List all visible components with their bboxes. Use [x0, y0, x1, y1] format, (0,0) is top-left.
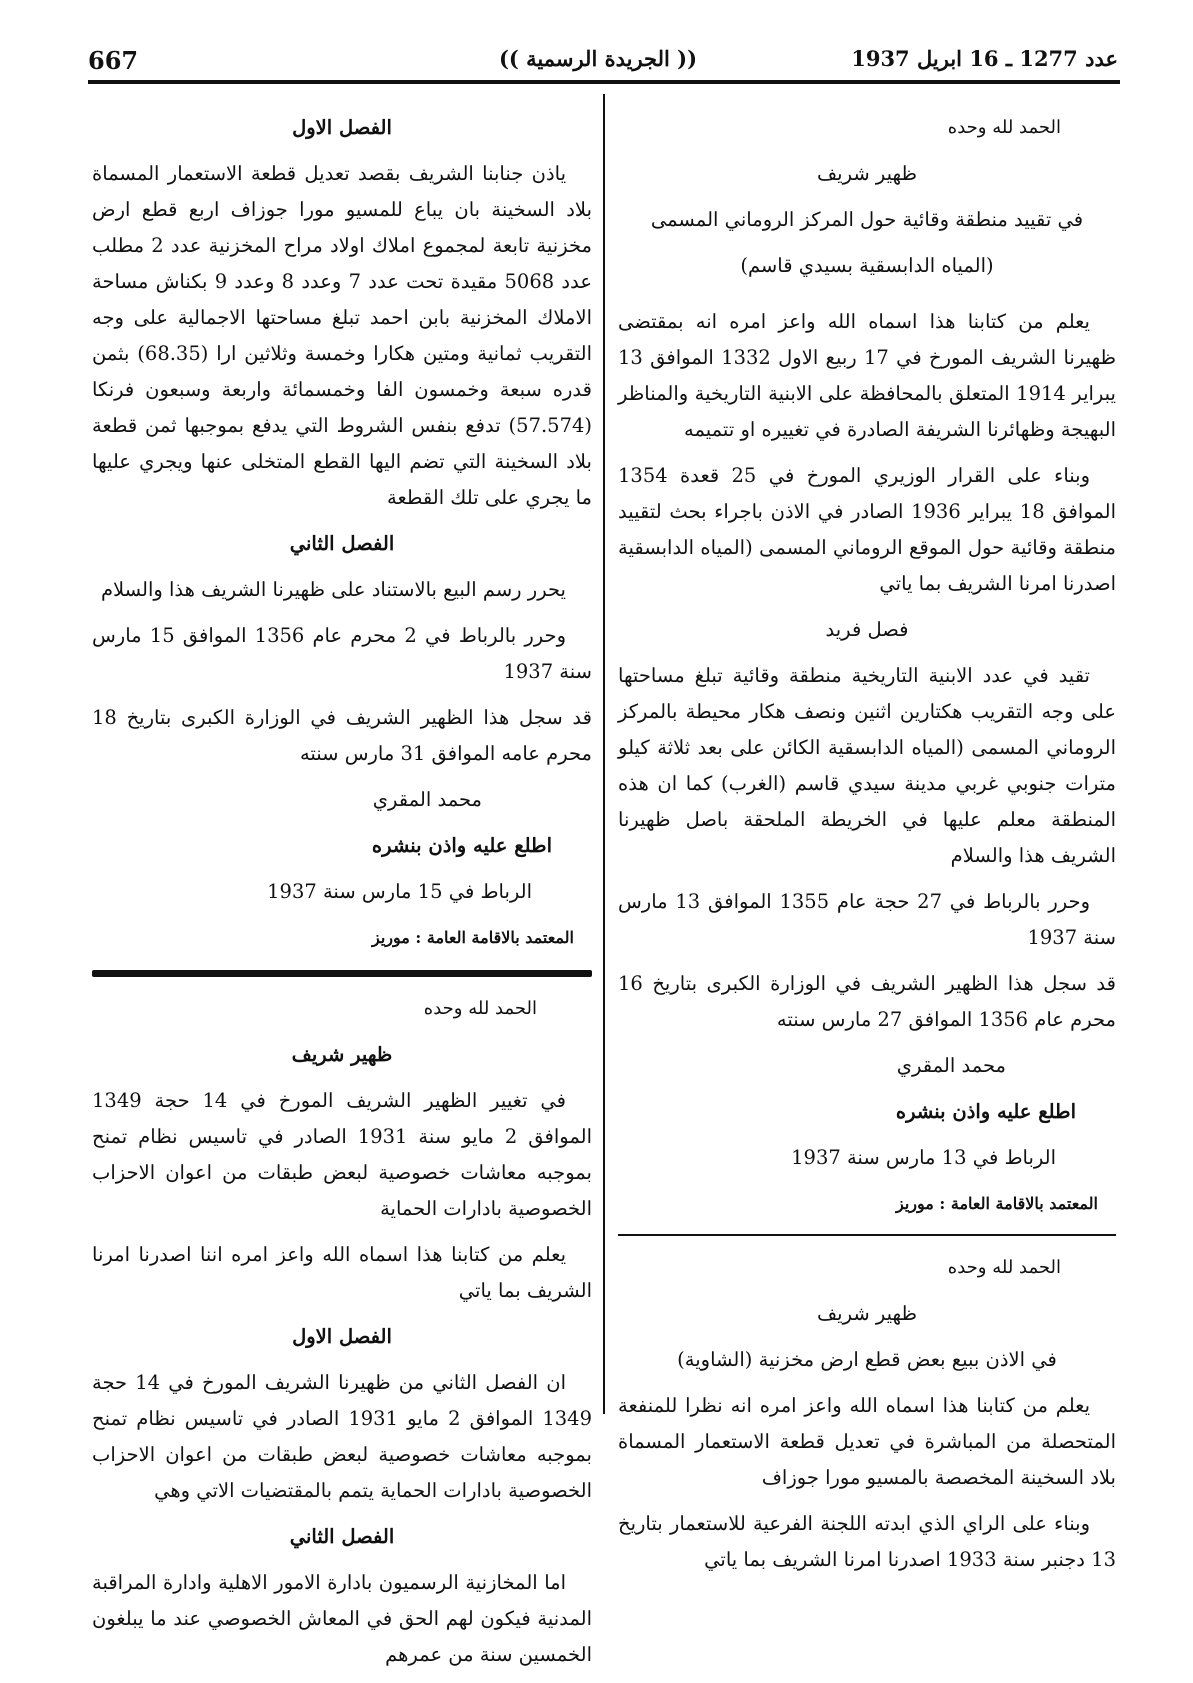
invocation: الحمد لله وحده: [947, 1257, 1061, 1278]
registration-note: قد سجل هذا الظهير الشريف في الوزارة الكبرى بتاريخ 18 محرم عامه الموافق 31 مارس سنته: [92, 706, 592, 765]
paragraph: يحرر رسم البيع بالاستناد على ظهيرنا الشريف هذا والسلام: [100, 578, 566, 601]
section-rule: [618, 1234, 1116, 1236]
registration-note: قد سجل هذا الظهير الشريف في الوزارة الكبرى بتاريخ 16 محرم عام 1356 الموافق 27 مارس سنته: [618, 972, 1116, 1031]
seen-date: الرباط في 15 مارس سنة 1937: [267, 880, 532, 903]
seen-date: الرباط في 13 مارس سنة 1937: [791, 1146, 1056, 1169]
paragraph: وبناء على القرار الوزيري المورخ في 25 قعدة 1354 الموافق 18 يبراير 1936 الصادر في الاذن باجراء بحث لتقييد منطقة وقائية حول الموقع الروماني المسمى (المياه الدابسقية اصدرنا امرنا الشريف بما ياتي: [618, 464, 1116, 595]
paragraph: ياذن جنابنا الشريف بقصد تعديل قطعة الاستعمار المسماة بلاد السخينة بان يباع للمسيو مورا جوزاف اربع قطع ارض مخزنية تابعة لمجموع املاك اولاد مراح المخزنية عدد 2 مطلب عدد 5068 مقيدة تحت عدد 7 وعدد 8 وعدد 9 بكناش مساحة الاملاك المخزنية بابن احمد تبلغ مساحتها الاجمالية على وجه التقريب ثمانية ومتين هكارا وخمسة وثلاثين ارا (68.35) بثمن قدره سبعة وخمسون الفا وخمسمائة واربعة وسبعون فرنكا (57.574) تدفع بنفس الشروط التي يدفع بموجبها ثمن قطعة بلاد السخينة التي تضم اليها القطع المتخلى عنها ويجري عليها ما يجري على تلك القطعة: [92, 162, 592, 509]
issue-info: عدد 1277 ـ 16 ابريل 1937: [851, 46, 1118, 71]
resident-general: المعتمد بالاقامة العامة : موريز: [372, 928, 574, 947]
paragraph: يعلم من كتابنا هذا اسماه الله واعز امره انه بمقتضى ظهيرنا الشريف المورخ في 17 ربيع الاول 1332 الموافق 13 يبراير 1914 المتعلق بالمحافظة على الابنية التاريخية والمناظر البهيجة وظهائرنا الشريفة الصادرة في تغييره او تتميمه: [618, 310, 1116, 441]
section-heading: الفصل الثاني: [289, 1525, 395, 1548]
section-heading: الفصل الاول: [292, 1325, 392, 1348]
dahir-title: ظهير شريف: [816, 1302, 918, 1325]
section-heading: الفصل الاول: [292, 116, 392, 139]
resident-general: المعتمد بالاقامة العامة : موريز: [896, 1194, 1098, 1213]
paragraph: اما المخازنية الرسميون بادارة الامور الاهلية وادارة المراقبة المدنية فيكون لهم الحق في المعاش الخصوصي عند ما يبلغون الخمسين سنة من عمرهم: [92, 1571, 592, 1666]
signatory: محمد المقري: [372, 788, 482, 811]
page-number: 667: [88, 46, 139, 75]
invocation: الحمد لله وحده: [423, 998, 537, 1019]
dahir-title: ظهير شريف: [816, 162, 918, 185]
signatory: محمد المقري: [896, 1054, 1006, 1077]
dahir-title: ظهير شريف: [291, 1043, 393, 1066]
dahir-subject: في الاذن ببيع بعض قطع ارض مخزنية (الشاوية): [677, 1348, 1057, 1371]
right-column: [618, 110, 1116, 1588]
paragraph: يعلم من كتابنا هذا اسماه الله واعز امره انه نظرا للمنفعة المتحصلة من المباشرة في تعديل قطعة الاستعمار المسماة بلاد السخينة المخصصة بالمسيو مورا جوزاف: [618, 1394, 1116, 1489]
column-separator: [603, 94, 605, 1414]
left-column: [92, 110, 592, 1683]
section-heading: الفصل الثاني: [289, 532, 395, 555]
dahir-subject: في تغيير الظهير الشريف المورخ في 14 حجة 1349 الموافق 2 مايو سنة 1931 الصادر في تاسيس نظام تمنح بموجبه معاشات خصوصية لبعض طبقات من اعوان الاحزاب الخصوصية بادارات الحماية: [92, 1089, 592, 1220]
invocation: الحمد لله وحده: [947, 117, 1061, 138]
page-header: [88, 46, 1118, 74]
paragraph: يعلم من كتابنا هذا اسماه الله واعز امره اننا اصدرنا امرنا الشريف بما ياتي: [92, 1243, 592, 1302]
done-at: وحرر بالرباط في 2 محرم عام 1356 الموافق 15 مارس سنة 1937: [92, 624, 592, 683]
header-rule: [88, 80, 1120, 84]
seen-approval: اطلع عليه واذن بنشره: [371, 834, 552, 857]
gazette-title: (( الجريدة الرسمية )): [498, 46, 698, 71]
paragraph: تقيد في عدد الابنية التاريخية منطقة وقائية تبلغ مساحتها على وجه التقريب هكتارين اثنين ونصف هكار محيطة بالمركز الروماني المسمى (المياه الدابسقية الكائن على بعد ثلاثة كيلو مترات جنوبي غربي مدينة سيدي قاسم (الغرب) كما ان هذه المنطقة معلم عليها في الخريطة الملحقة باصل ظهيرنا الشريف هذا والسلام: [618, 664, 1116, 867]
section-heading: فصل فريد: [825, 618, 909, 641]
done-at: وحرر بالرباط في 27 حجة عام 1355 الموافق 13 مارس سنة 1937: [618, 890, 1116, 949]
section-rule: [92, 970, 592, 977]
paragraph: وبناء على الراي الذي ابدته اللجنة الفرعية للاستعمار بتاريخ 13 دجنبر سنة 1933 اصدرنا امرنا الشريف بما ياتي: [618, 1512, 1116, 1571]
dahir-subject: في تقييد منطقة وقائية حول المركز الروماني المسمى: [650, 208, 1084, 231]
seen-approval: اطلع عليه واذن بنشره: [895, 1100, 1076, 1123]
dahir-subject-sub: (المياه الدابسقية بسيدي قاسم): [740, 254, 994, 277]
paragraph: ان الفصل الثاني من ظهيرنا الشريف المورخ في 14 حجة 1349 الموافق 2 مايو 1931 الصادر في تاسيس نظام تمنح بموجبه معاشات خصوصية لبعض طبقات من اعوان الاحزاب الخصوصية بادارات الحماية يتمم بالمقتضيات الاتي وهي: [92, 1371, 592, 1502]
